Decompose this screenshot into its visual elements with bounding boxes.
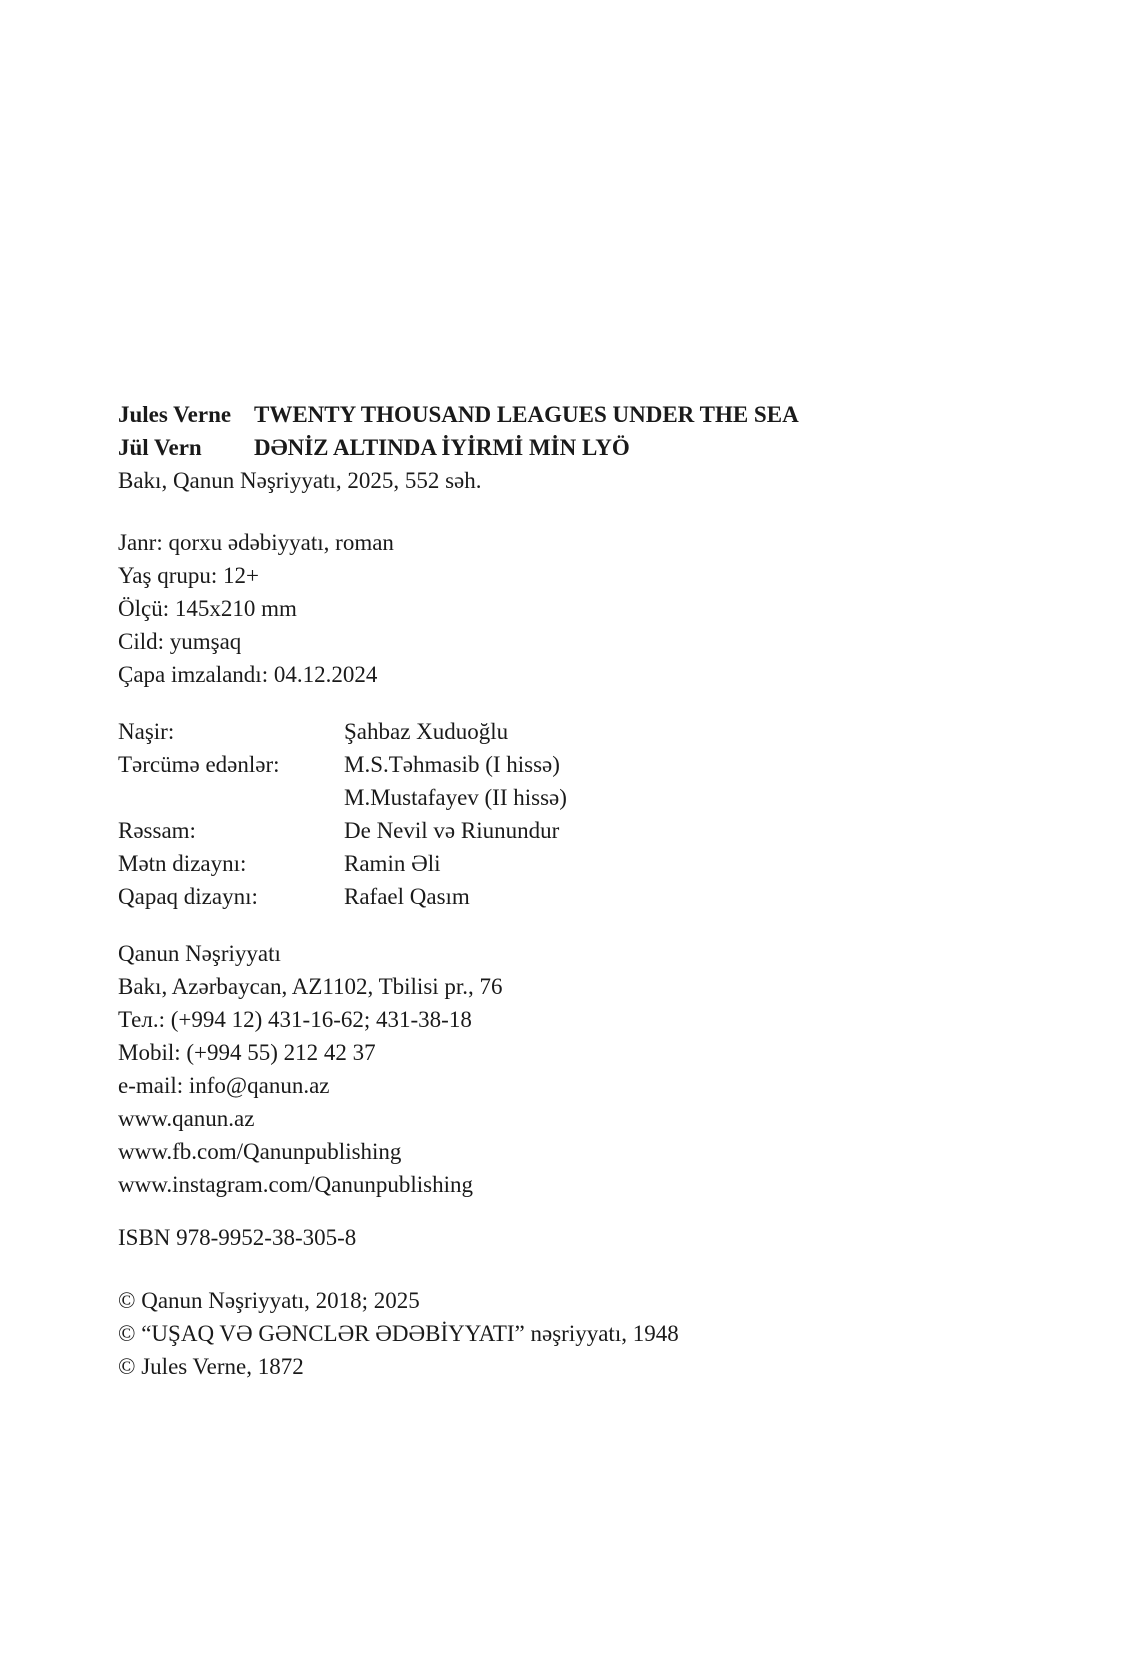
spec-signed-date: Çapa imzalandı: 04.12.2024	[118, 662, 378, 687]
publisher-instagram: www.instagram.com/Qanunpublishing	[118, 1172, 473, 1197]
credit-value: De Nevil və Riunundur	[344, 818, 560, 843]
credit-row	[118, 748, 1018, 781]
credit-row	[118, 715, 1018, 748]
credit-value: M.S.Təhmasib (I hissə)	[344, 752, 560, 777]
isbn-block	[118, 1221, 1018, 1254]
spec-binding: Cild: yumşaq	[118, 629, 242, 654]
credit-label: Tərcümə edənlər:	[118, 752, 280, 777]
copyright-line: © Qanun Nəşriyyatı, 2018; 2025	[118, 1288, 420, 1313]
spec-size: Ölçü: 145x210 mm	[118, 596, 297, 621]
publisher-phone: Тел.: (+994 12) 431-16-62; 431-38-18	[118, 1007, 472, 1032]
publisher-facebook: www.fb.com/Qanunpublishing	[118, 1139, 402, 1164]
copyright-line: © “UŞAQ VƏ GƏNCLƏR ƏDƏBİYYATI” nəşriyyatı, 1948	[118, 1321, 679, 1346]
title-block	[118, 398, 1018, 497]
credit-row	[118, 814, 1018, 847]
publisher-website: www.qanun.az	[118, 1106, 255, 1131]
imprint: Bakı, Qanun Nəşriyyatı, 2025, 552 səh.	[118, 468, 482, 493]
credit-value: M.Mustafayev (II hissə)	[344, 785, 567, 810]
credit-value: Rafael Qasım	[344, 884, 470, 909]
credits-block	[118, 715, 1018, 913]
publisher-name: Qanun Nəşriyyatı	[118, 941, 281, 966]
credit-label: Qapaq dizaynı:	[118, 884, 258, 909]
credit-label: Naşir:	[118, 719, 175, 744]
publisher-email: e-mail: info@qanun.az	[118, 1073, 330, 1098]
publisher-address: Bakı, Azərbaycan, AZ1102, Tbilisi pr., 76	[118, 974, 503, 999]
credit-value: Ramin Əli	[344, 851, 441, 876]
title-az: DƏNİZ ALTINDA İYİRMİ MİN LYÖ	[254, 435, 630, 460]
title-line-az	[118, 431, 1018, 464]
copyright-line: © Jules Verne, 1872	[118, 1354, 304, 1379]
spec-age-group: Yaş qrupu: 12+	[118, 563, 259, 588]
credit-label: Rəssam:	[118, 818, 196, 843]
specs-block	[118, 526, 1018, 691]
publisher-mobile: Mobil: (+994 55) 212 42 37	[118, 1040, 376, 1065]
title-line-en	[118, 398, 1018, 431]
author-en: Jules Verne	[118, 402, 232, 427]
copyright-block	[118, 1284, 1018, 1383]
spec-genre: Janr: qorxu ədəbiyyatı, roman	[118, 530, 394, 555]
isbn: ISBN 978-9952-38-305-8	[118, 1225, 357, 1250]
credit-row	[118, 781, 1018, 814]
author-az: Jül Vern	[118, 435, 202, 460]
contact-block	[118, 937, 1018, 1201]
credit-label: Mətn dizaynı:	[118, 851, 247, 876]
credit-row	[118, 847, 1018, 880]
credit-value: Şahbaz Xuduoğlu	[344, 719, 509, 744]
credit-row	[118, 880, 1018, 913]
title-en: TWENTY THOUSAND LEAGUES UNDER THE SEA	[254, 402, 799, 427]
